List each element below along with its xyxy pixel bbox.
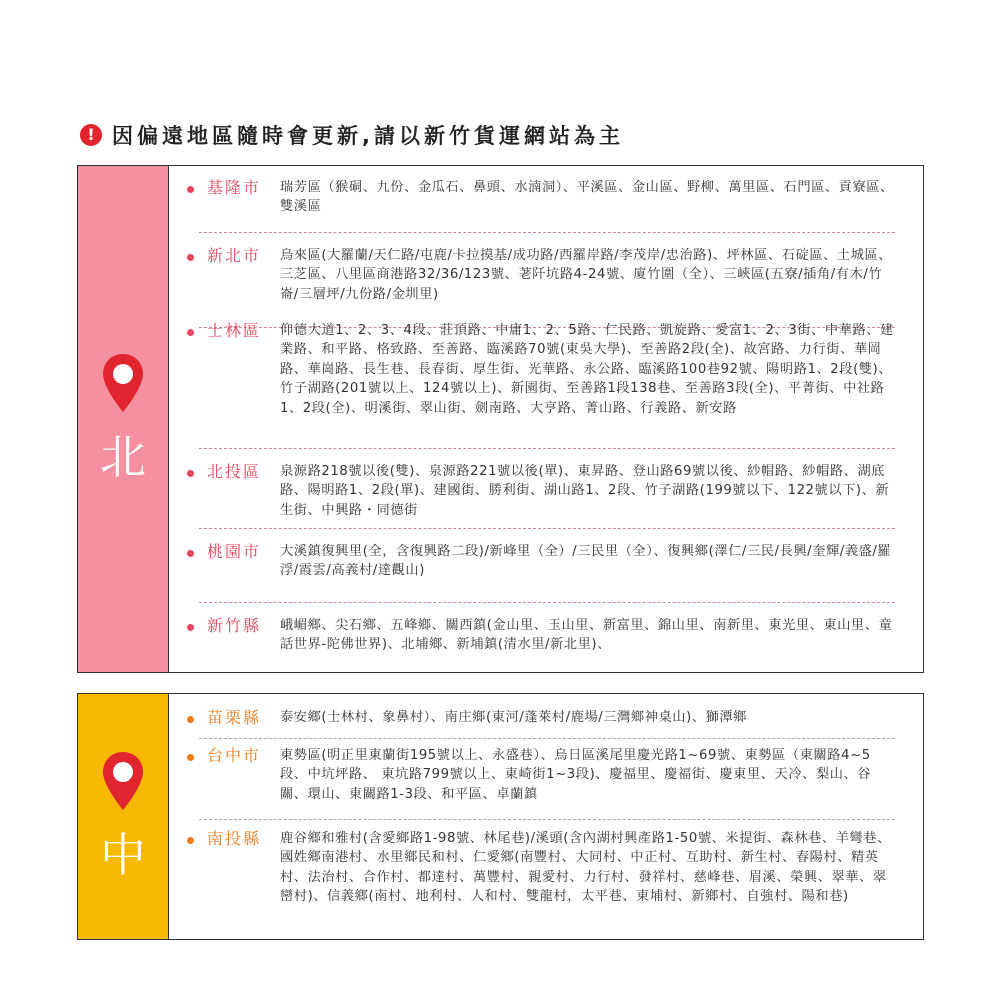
area-list: 大溪鎮復興里(全，含復興路二段)/新峰里（全）/三民里（全）、復興鄉(澤仁/三民/長興/奎輝/義盛/羅浮/霞雲/高義村/達觀山) — [280, 544, 892, 579]
city-name: 新竹縣 — [207, 616, 262, 635]
city-name: 新北市 — [207, 246, 262, 265]
location-pin-icon — [100, 352, 146, 414]
city-name: 北投區 — [207, 462, 262, 481]
bullet-dot — [187, 624, 194, 631]
area-list: 仰德大道1、2、3、4段、莊頂路、中庸1、2、5路、仁民路、凱旋路、愛富1、2、3街、中華路、建業路、和平路、格致路、至善路、臨溪路70號(東吳大學)、至善路2段(全)、故宮路、力行街、華岡路、華崗路、長生巷、長春街、厚生街、光華路、永公路、臨溪路100巷92號、陽明路1、2段(雙)、竹子湖路(201號以上、124號以上)、新園街、至善路1段138巷、至善路3段(全)、平菁街、中社路1、2段(全)、明溪街、翠山街、劍南路、大亨路、菁山路、行義路、新安路 — [280, 323, 894, 416]
bullet-dot — [187, 254, 194, 261]
bullet-dot — [187, 550, 194, 557]
city-name: 桃園市 — [207, 542, 262, 561]
divider — [199, 448, 895, 449]
bullet-dot — [187, 837, 194, 844]
area-list: 泉源路218號以後(雙)、泉源路221號以後(單)、東昇路、登山路69號以後、紗帽路、紗帽路、湖底路、陽明路1、2段(單)、建國街、勝利街、湖山路1、2段、竹子湖路(199號以下、122號以下)、新生街、中興路・同德街 — [280, 464, 890, 518]
city-name: 台中市 — [207, 746, 262, 765]
bullet-dot — [187, 716, 194, 723]
city-name: 士林區 — [207, 321, 262, 340]
divider — [199, 738, 895, 739]
divider — [199, 602, 895, 603]
region-label: 北 — [100, 430, 146, 484]
region-label: 中 — [100, 827, 146, 882]
area-list: 峨嵋鄉、尖石鄉、五峰鄉、關西鎮(金山里、玉山里、新富里、錦山里、南新里、東光里、東山里、童話世界-陀佛世界)、北埔鄉、新埔鎮(清水里/新北里)、 — [280, 618, 893, 653]
region-panel-north — [77, 165, 924, 673]
area-list: 瑞芳區（猴硐、九份、金瓜石、鼻頭、水湳洞）、平溪區、金山區、野柳、萬里區、石門區、貢寮區、雙溪區 — [280, 180, 894, 215]
location-pin-icon — [100, 750, 146, 812]
area-list: 鹿谷鄉和雅村(含愛鄉路1-98號、林尾巷)/溪頭(含內湖村興產路1-50號、米提街、森林巷、羊彎巷、國姓鄉南港村、水里鄉民和村、仁愛鄉(南豐村、大同村、中正村、互助村、新生村、春陽村、精英村、法治村、合作村、都達村、萬豐村、親愛村、力行村、發祥村、慈峰巷、眉溪、榮興、翠華、翠巒村)、信義鄉(南村、地利村、人和村、雙龍村，太平巷、東埔村、新鄉村、自強村、陽和巷) — [280, 831, 891, 905]
city-name: 基隆市 — [207, 178, 262, 197]
divider — [199, 232, 895, 233]
area-list: 烏來區(大羅蘭/天仁路/屯鹿/卡拉摸基/成功路/西羅岸路/李茂岸/忠治路)、坪林區、石碇區、土城區、三芝區、八里區商港路32/36/123號、荖阡坑路4-24號、廈竹圍（全）、三峽區(五寮/插角/有木/竹崙/三層坪/九份路/金圳里) — [280, 248, 893, 302]
bullet-dot — [187, 470, 194, 477]
region-body-north — [169, 166, 923, 672]
city-name: 南投縣 — [207, 829, 262, 848]
exclamation-circle-icon: ! — [80, 124, 102, 146]
divider — [199, 819, 895, 820]
bullet-dot — [187, 186, 194, 193]
region-body-central — [169, 694, 923, 939]
notice-banner — [80, 120, 624, 150]
bullet-dot — [187, 754, 194, 761]
divider — [199, 528, 895, 529]
region-sidebar-central — [78, 694, 169, 939]
area-list: 東勢區(明正里東蘭街195號以上、永盛巷）、烏日區溪尾里慶光路1~69號、東勢區（東關路4~5段、中坑坪路、 東坑路799號以上、東崎街1~3段)、慶福里、慶福街、慶東里、天冷、梨山、谷關、環山、東關路1-3段、和平區、卓蘭鎮 — [280, 748, 872, 802]
notice-text: 因偏遠地區隨時會更新,請以新竹貨運網站為主 — [112, 124, 624, 148]
region-panel-central — [77, 693, 924, 940]
bullet-dot — [187, 329, 194, 336]
area-list: 泰安鄉(士林村、象鼻村）、南庄鄉(東河/蓬萊村/鹿場/三灣鄉神桌山)、獅潭鄉 — [280, 710, 747, 725]
city-name: 苗栗縣 — [207, 708, 262, 727]
region-sidebar-north — [78, 166, 169, 672]
